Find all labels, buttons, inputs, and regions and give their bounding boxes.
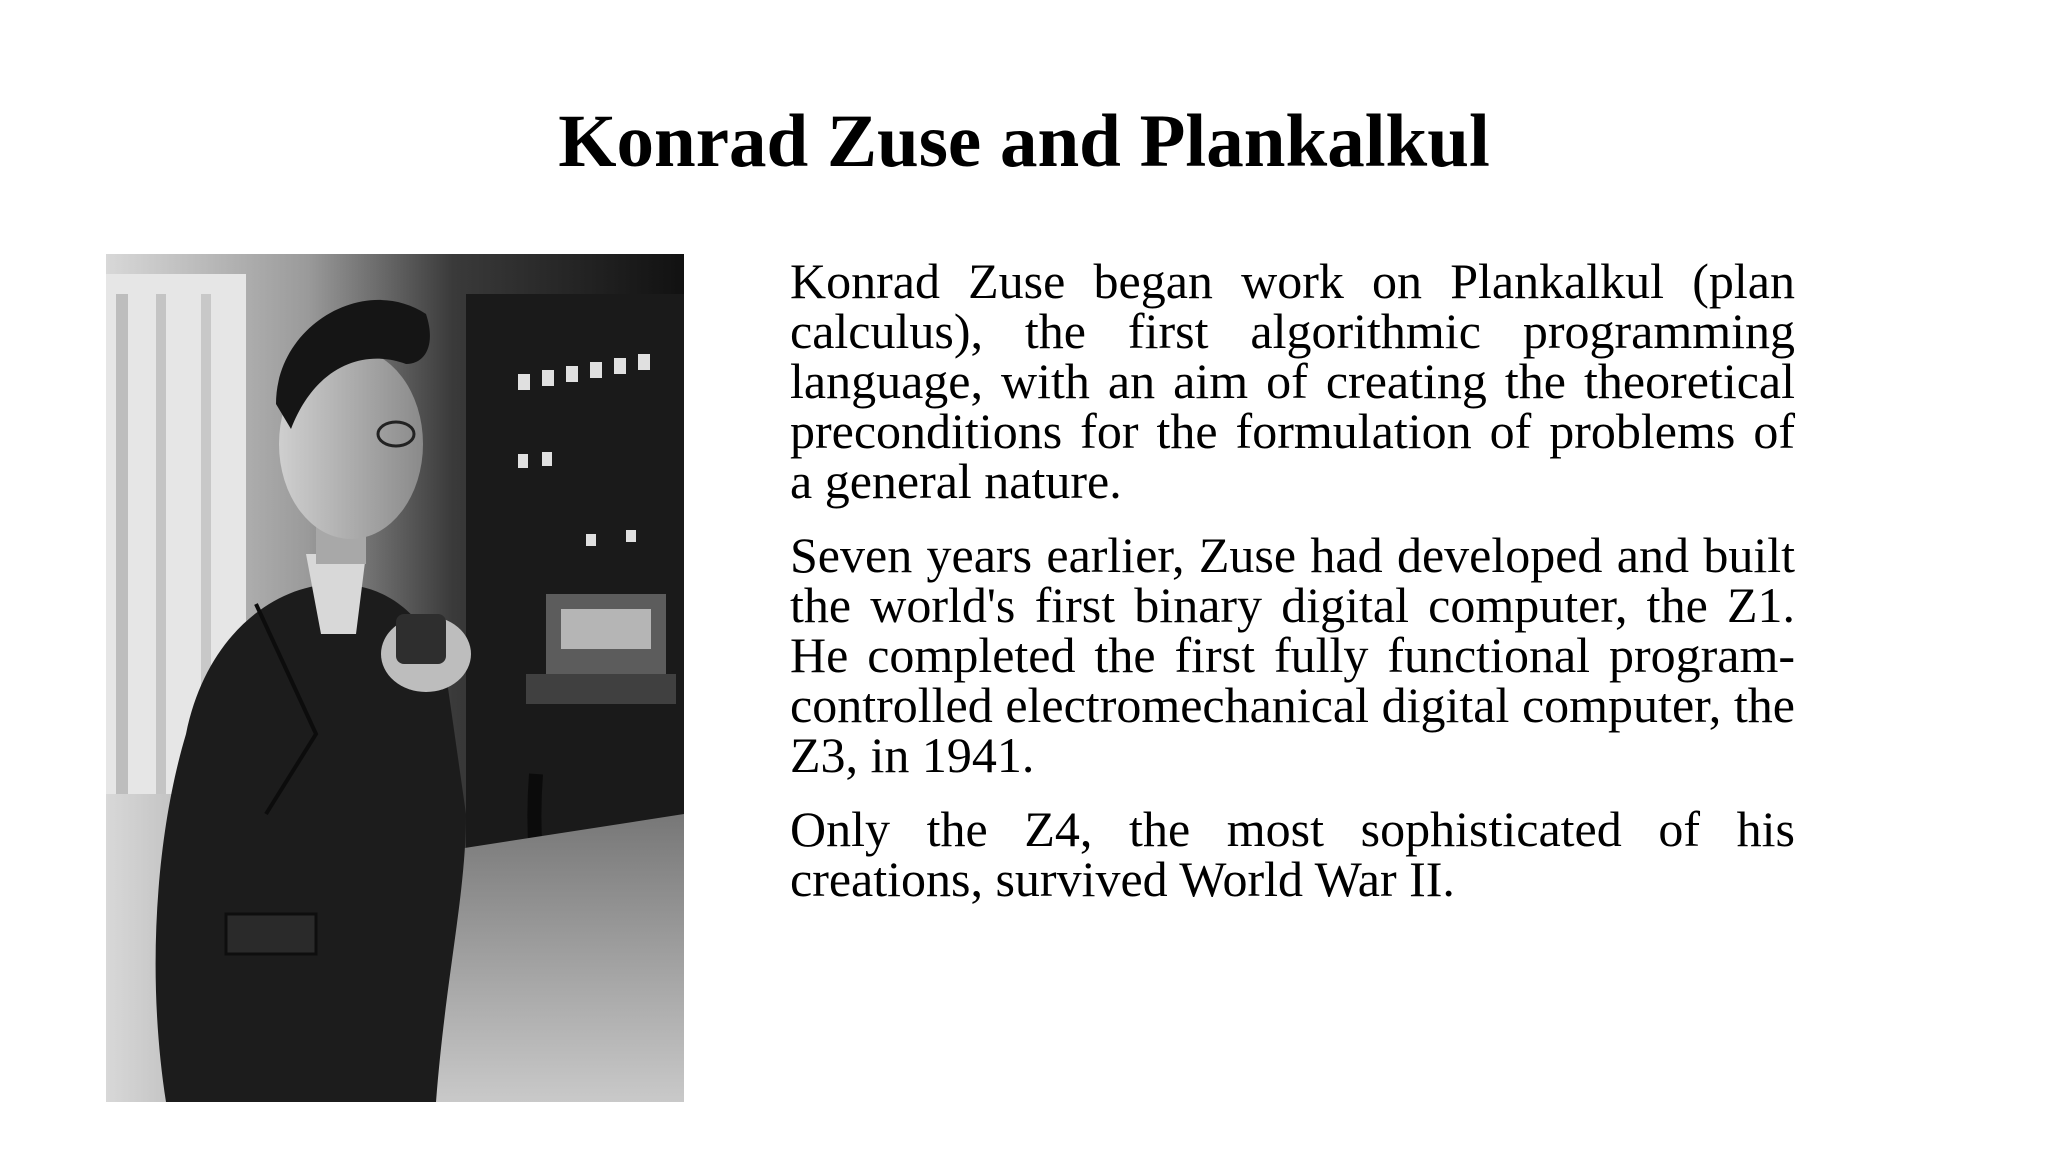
konrad-zuse-photo xyxy=(106,254,684,1102)
body-text xyxy=(790,253,1795,928)
paragraph-z4: Only the Z4, the most sophisticated of his creations, survived World War II. xyxy=(790,801,1795,907)
slide-title: Konrad Zuse and Plankalkul xyxy=(558,100,1490,183)
portrait-photo-icon xyxy=(106,254,684,1102)
paragraph-plankalkul: Konrad Zuse began work on Plankalkul (plan calculus), the first algorithmic programming language, with an aim of creating the theoretical preconditions for the formulation of problems of a general nature. xyxy=(790,253,1795,509)
paragraph-z1-z3: Seven years earlier, Zuse had developed and built the world's first binary digital computer, the Z1. He completed the first fully functional program-controlled electromechanical digital computer, the Z3, in 1941. xyxy=(790,527,1795,783)
